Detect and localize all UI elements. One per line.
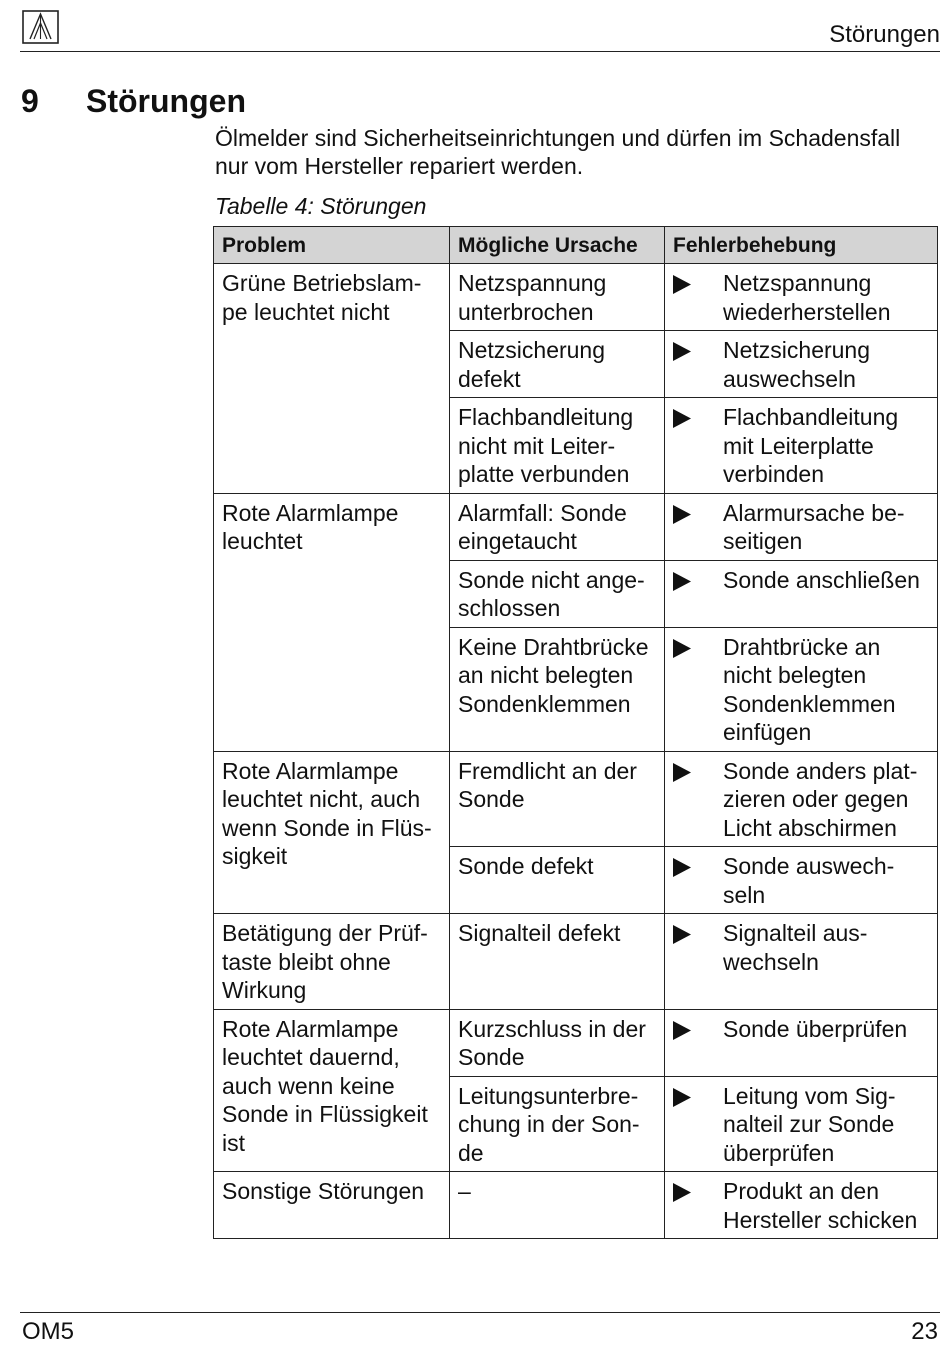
- remedy-cell: [665, 331, 938, 398]
- table-header-row: [214, 227, 938, 264]
- cause-cell: Netzspannung unterbrochen: [450, 264, 665, 331]
- remedy-cell: [665, 1009, 938, 1076]
- remedy-text: Produkt an den Hersteller schicken: [723, 1178, 918, 1233]
- table-row: [214, 751, 938, 847]
- header-remedy: Fehlerbehebung: [665, 227, 938, 264]
- footer-rule: [20, 1312, 940, 1313]
- remedy-cell: [665, 560, 938, 627]
- triangle-right-icon: [673, 1015, 723, 1044]
- remedy-text: Netzspannung wiederherstellen: [723, 270, 891, 325]
- problem-cell: Rote Alarmlampe leuchtet dauernd, auch wenn keine Sonde in Flüssigkeit ist: [214, 1009, 450, 1172]
- table-row: [214, 1172, 938, 1239]
- cause-cell: Sonde nicht ange- schlossen: [450, 560, 665, 627]
- table-row: [214, 914, 938, 1010]
- remedy-cell: [665, 1076, 938, 1172]
- chapter-title: Störungen: [86, 83, 246, 119]
- problem-cell: Sonstige Störungen: [214, 1172, 450, 1239]
- remedy-text: Sonde anders plat- zieren oder gegen Licht abschirmen: [723, 757, 918, 841]
- remedy-text: Alarmursache be- seitigen: [723, 499, 905, 554]
- remedy-cell: [665, 847, 938, 914]
- table-caption: Tabelle 4: Störungen: [215, 193, 427, 219]
- cause-cell: Kurzschluss in der Sonde: [450, 1009, 665, 1076]
- triangle-right-icon: [673, 1177, 723, 1234]
- triangle-right-icon: [673, 757, 723, 843]
- tool-logo-icon: [22, 10, 59, 44]
- problem-cell: Rote Alarmlampe leuchtet nicht, auch wenn Sonde in Flüs- sigkeit: [214, 751, 450, 914]
- logo: [22, 10, 59, 44]
- fault-table: [213, 226, 938, 1239]
- remedy-text: Leitung vom Sig- nalteil zur Sonde überprüfen: [723, 1082, 896, 1166]
- remedy-text: Sonde überprüfen: [723, 1015, 908, 1042]
- remedy-cell: [665, 1172, 938, 1239]
- table-body: [214, 264, 938, 1239]
- header-problem: Problem: [214, 227, 450, 264]
- problem-cell: Rote Alarmlampe leuchtet: [214, 493, 450, 751]
- remedy-cell: [665, 751, 938, 847]
- cause-cell: Netzsicherung defekt: [450, 331, 665, 398]
- remedy-cell: [665, 627, 938, 751]
- remedy-cell: [665, 493, 938, 560]
- cause-cell: Leitungsunterbre- chung in der Son- de: [450, 1076, 665, 1172]
- triangle-right-icon: [673, 852, 723, 909]
- remedy-cell: [665, 264, 938, 331]
- triangle-right-icon: [673, 269, 723, 326]
- running-header-title: Störungen: [829, 21, 940, 48]
- triangle-right-icon: [673, 499, 723, 556]
- intro-paragraph: Ölmelder sind Sicherheitseinrichtungen und dürfen im Schadensfall nur vom Hersteller repariert werden.: [215, 125, 901, 179]
- remedy-text: Drahtbrücke an nicht belegten Sondenklemmen einfügen: [723, 633, 896, 745]
- cause-cell: Flachbandleitung nicht mit Leiter- platte verbunden: [450, 398, 665, 494]
- triangle-right-icon: [673, 566, 723, 595]
- cause-cell: Sonde defekt: [450, 847, 665, 914]
- footer-product: OM5: [22, 1318, 75, 1345]
- triangle-right-icon: [673, 403, 723, 489]
- cause-cell: Fremdlicht an der Sonde: [450, 751, 665, 847]
- table-row: [214, 264, 938, 331]
- chapter-number: 9: [21, 83, 39, 119]
- header-rule: [20, 51, 940, 52]
- remedy-text: Flachbandleitung mit Leiterplatte verbinden: [723, 404, 899, 487]
- cause-cell: Alarmfall: Sonde eingetaucht: [450, 493, 665, 560]
- problem-cell: Grüne Betriebslam- pe leuchtet nicht: [214, 264, 450, 494]
- table-row: [214, 493, 938, 560]
- triangle-right-icon: [673, 1082, 723, 1168]
- cause-cell: Keine Drahtbrücke an nicht belegten Sondenklemmen: [450, 627, 665, 751]
- cause-cell: Signalteil defekt: [450, 914, 665, 1010]
- remedy-cell: [665, 914, 938, 1010]
- remedy-text: Sonde auswech- seln: [723, 853, 895, 908]
- table-row: [214, 1009, 938, 1076]
- cause-cell: –: [450, 1172, 665, 1239]
- remedy-cell: [665, 398, 938, 494]
- header-cause: Mögliche Ursache: [450, 227, 665, 264]
- triangle-right-icon: [673, 633, 723, 747]
- remedy-text: Signalteil aus- wechseln: [723, 920, 868, 975]
- triangle-right-icon: [673, 919, 723, 976]
- remedy-text: Sonde anschließen: [723, 566, 920, 593]
- triangle-right-icon: [673, 336, 723, 393]
- problem-cell: Betätigung der Prüf- taste bleibt ohne Wirkung: [214, 914, 450, 1010]
- page-number: 23: [911, 1318, 938, 1345]
- remedy-text: Netzsicherung auswechseln: [723, 337, 871, 392]
